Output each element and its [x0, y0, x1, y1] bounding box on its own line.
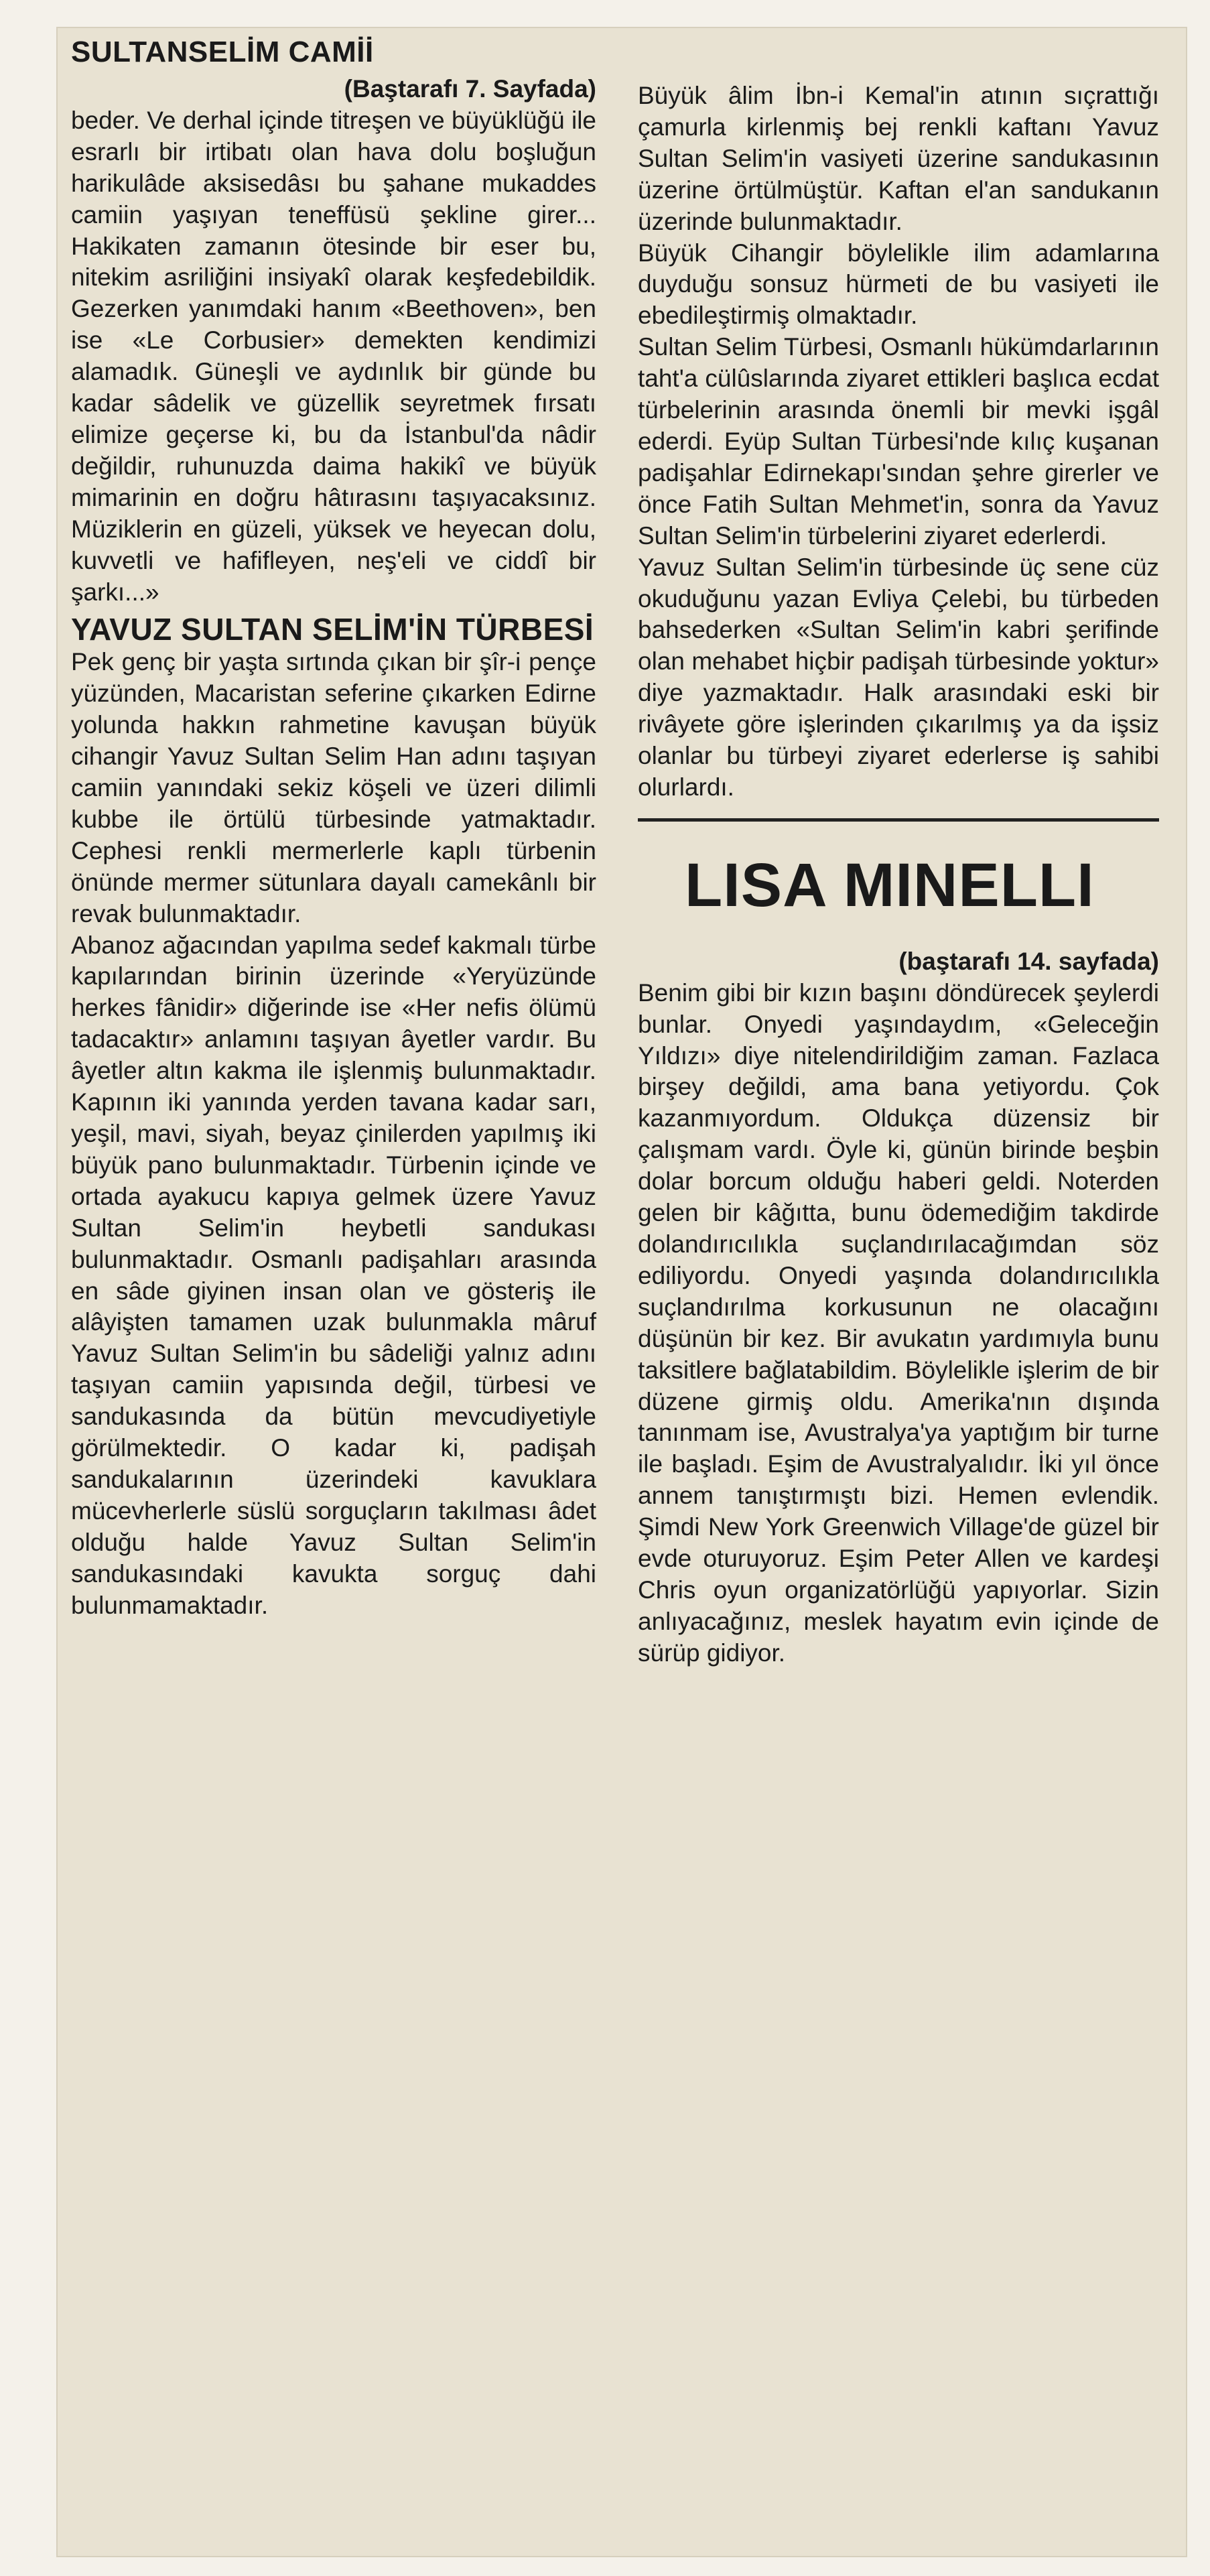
paragraph: Pek genç bir yaşta sırtında çıkan bir şîr-i pençe yüzünden, Macaristan seferine çıkarken Edirne yolunda hakkın rahmetine kavuşan büyük cihangir Yavuz Sultan Selim Han adını taşıyan camiin yanındaki sekiz köşeli ve üzeri dilimli kubbe ile örtülü türbesinde yatmaktadır. Cephesi renkli mermerlerle kaplı türbenin önünde mermer sütunlara dayalı camekânlı bir revak bulunmaktadır. [71, 648, 596, 927]
continuation-note: (baştarafı 14. sayfada) [898, 947, 1159, 975]
continuation-note: (Baştarafı 7. Sayfada) [344, 75, 596, 103]
paragraph: Büyük âlim İbn-i Kemal'in atının sıçrattığı çamurla kirlenmiş bej renkli kaftanı Yavuz Sultan Selim'in vasiyeti üzerine sandukasının üzerine örtülmüştür. Kaftan el'an sandukanın üzerinde bulunmaktadır. [638, 82, 1159, 235]
paragraph: Benim gibi bir kızın başını döndürecek şeylerdi bunlar. Onyedi yaşındaydım, «Geleceğin Yıldızı» diye nitelendirildiğim zaman. Fazlaca birşey değildi, ama bana yetiyordu. Çok kazanmıyordum. Oldukça düzensiz bir çalışmam vardı. Öyle ki, günün birinde beşbin dolar borcum olduğu haberi geldi. Noterden gelen bir kâğıtta, bunu ödemediğim takdirde dolandırıcılıkla suçlandırılacağımdan söz ediliyordu. Onyedi yaşında dolandırıcılıkla suçlandırılma korkusunun ne olacağını düşünün bir kez. Bir avukatın yardımıyla bunu taksitlere bağlatabildim. Böylelikle işlerim de bir düzene girmiş oldu. Amerika'nın dışında tanınmam ise, Avustralya'ya yaptığım bir turne ile başladı. Eşim de Avustralyalıdır. İki yıl önce annem tanıştırmıştı bizi. Hemen evlendik. Şimdi New York Greenwich Village'de güzel bir evde oturuyoruz. Eşim Peter Allen ve kardeşi Chris oyun organizatörlüğü yapıyorlar. Sizin anlıyacağınız, meslek hayatım evin içinde de sürüp gidiyor. [638, 978, 1159, 1667]
divider-rule [638, 818, 1159, 822]
section-title-yavuz-sultan-selim-turbesi: YAVUZ SULTAN SELİM'İN TÜRBESİ [71, 612, 594, 647]
paragraph: Yavuz Sultan Selim'in türbesinde üç sene cüz okuduğunu yazan Evliya Çelebi, bu türbeden bahsederken «Sultan Selim'in kabri şerifinde olan mehabet hiçbir padişah türbesinde yoktur» diye yazmaktadır. Halk arasındaki eski bir rivâyete göre işlerinden çıkarılmış ya da işsiz olanlar bu türbeyi ziyaret ederlerse iş sahibi olurlardı. [638, 553, 1159, 801]
newspaper-clipping [56, 27, 1187, 2557]
left-column [71, 35, 596, 1622]
paragraph: Abanoz ağacından yapılma sedef kakmalı türbe kapılarından birinin üzerinde «Yeryüzünde herkes fânidir» diğerinde ise «Her nefis ölümü tadacaktır» anlamını taşıyan âyetler vardır. Bu âyetler altın kakma ile işlenmiş bulunmaktadır. Kapının iki yanında yerden tavana kadar sarı, yeşil, mavi, siyah, beyaz çinilerden yapılmış iki büyük pano bulunmaktadır. Türbenin içinde ve ortada ayakucu kapıya gelmek üzere Yavuz Sultan Selim'in heybetli sandukası bulunmaktadır. Osmanlı padişahları arasında en sâde giyinen insan olan ve gösteriş ile alâyişten tamamen uzak bulunmakla mâruf Yavuz Sultan Selim'in bu sâdeliği yalnız adını taşıyan camiin yapısında değil, türbesi ve sandukasında da bütün mevcudiyetiyle görülmektedir. O kadar ki, padişah sandukalarının üzerindeki kavuklara mücevherlerle süslü sorguçların takılması âdet olduğu halde Yavuz Sultan Selim'in sandukasındaki kavukta sorguç dahi bulunmamaktadır. [71, 931, 596, 1619]
paragraph: beder. Ve derhal içinde titreşen ve büyüklüğü ile esrarlı bir irtibatı olan hava dolu boşluğun harikulâde aksisedâsı bu şahane mukaddes camiin yaşıyan teneffüsü şekline girer... Hakikaten zamanın ötesinde bir eser bu, nitekim asriliğini insiyakî olarak keşfedebildik. Gezerken yanımdaki hanım «Beethoven», ben ise «Le Corbusier» demekten kendimizi alamadık. Güneşli ve aydınlık bir günde bu kadar sâdelik ve güzellik seyretmek fırsatı elimize geçerse ki, bu da İstanbul'da nâdir değildir, ruhunuzda daima hakikî ve büyük mimarinin en doğru hâtırasını taşıyacaksınız. Müziklerin en güzeli, yüksek ve heyecan dolu, kuvvetli ve hafifleyen, neş'eli ve ciddî bir şarkı...» [71, 106, 596, 606]
article-title-lisa-minelli: LISA MINELLI [685, 850, 1095, 919]
article-title-sultanselim-camii: SULTANSELİM CAMİİ [71, 36, 374, 68]
paragraph: Sultan Selim Türbesi, Osmanlı hükümdarlarının taht'a cülûslarında ziyaret ettikleri başlıca ecdat türbelerinin arasında önemli bir mevki işgâl ederdi. Eyüp Sultan Türbesi'nde kılıç kuşanan padişahlar Edirnekapı'sından şehre girerler ve önce Fatih Sultan Mehmet'in, sonra da Yavuz Sultan Selim'in türbelerini ziyaret ederlerdi. [638, 333, 1159, 550]
right-column [638, 80, 1159, 1669]
paragraph: Büyük Cihangir böylelikle ilim adamlarına duyduğu sonsuz hürmeti de bu vasiyeti ile ebedileştirmiş olmaktadır. [638, 239, 1159, 330]
